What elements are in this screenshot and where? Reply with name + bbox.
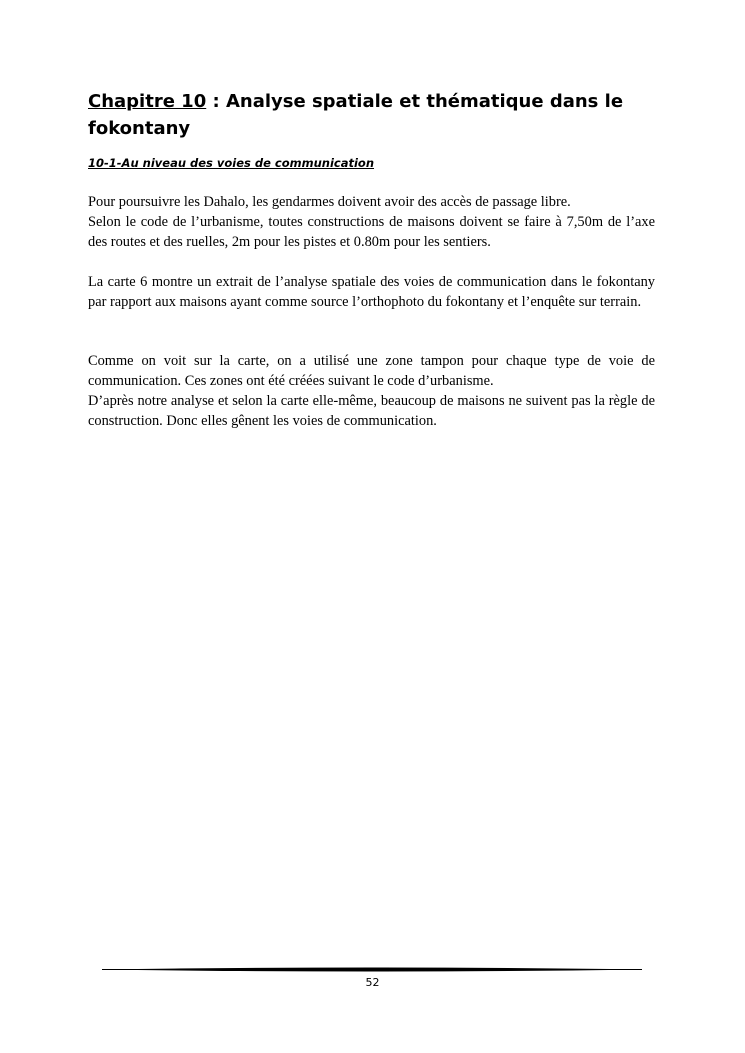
- footer-rule: [102, 966, 642, 973]
- paragraph-2: [88, 272, 655, 312]
- chapter-number: Chapitre 10: [88, 91, 207, 112]
- section-heading: 10-1-Au niveau des voies de communication: [88, 156, 375, 170]
- paragraph-line: D’après notre analyse et selon la carte elle-même, beaucoup de maisons ne suivent pas la règle de construction. Donc elles gênent les voies de communication.: [88, 393, 655, 429]
- paragraph-3: [88, 351, 655, 431]
- paragraph-1: [88, 192, 655, 252]
- paragraph-line: La carte 6 montre un extrait de l’analyse spatiale des voies de communication dans le fokontany par rapport aux maisons ayant comme source l’orthophoto du fokontany et l’enquête sur terrain.: [88, 274, 655, 310]
- paragraph-line: Comme on voit sur la carte, on a utilisé une zone tampon pour chaque type de voie de communication. Ces zones ont été créées suivant le code d’urbanisme.: [88, 353, 655, 389]
- paragraph-line: Pour poursuivre les Dahalo, les gendarmes doivent avoir des accès de passage libre.: [88, 194, 571, 210]
- page-number: 52: [365, 976, 380, 989]
- paragraph-line: Selon le code de l’urbanisme, toutes constructions de maisons doivent se faire à 7,50m de l’axe des routes et des ruelles, 2m pour les pistes et 0.80m pour les sentiers.: [88, 214, 655, 250]
- chapter-title: [88, 88, 648, 142]
- chapter-title-text: : Analyse spatiale et thématique dans le fokontany: [88, 91, 624, 139]
